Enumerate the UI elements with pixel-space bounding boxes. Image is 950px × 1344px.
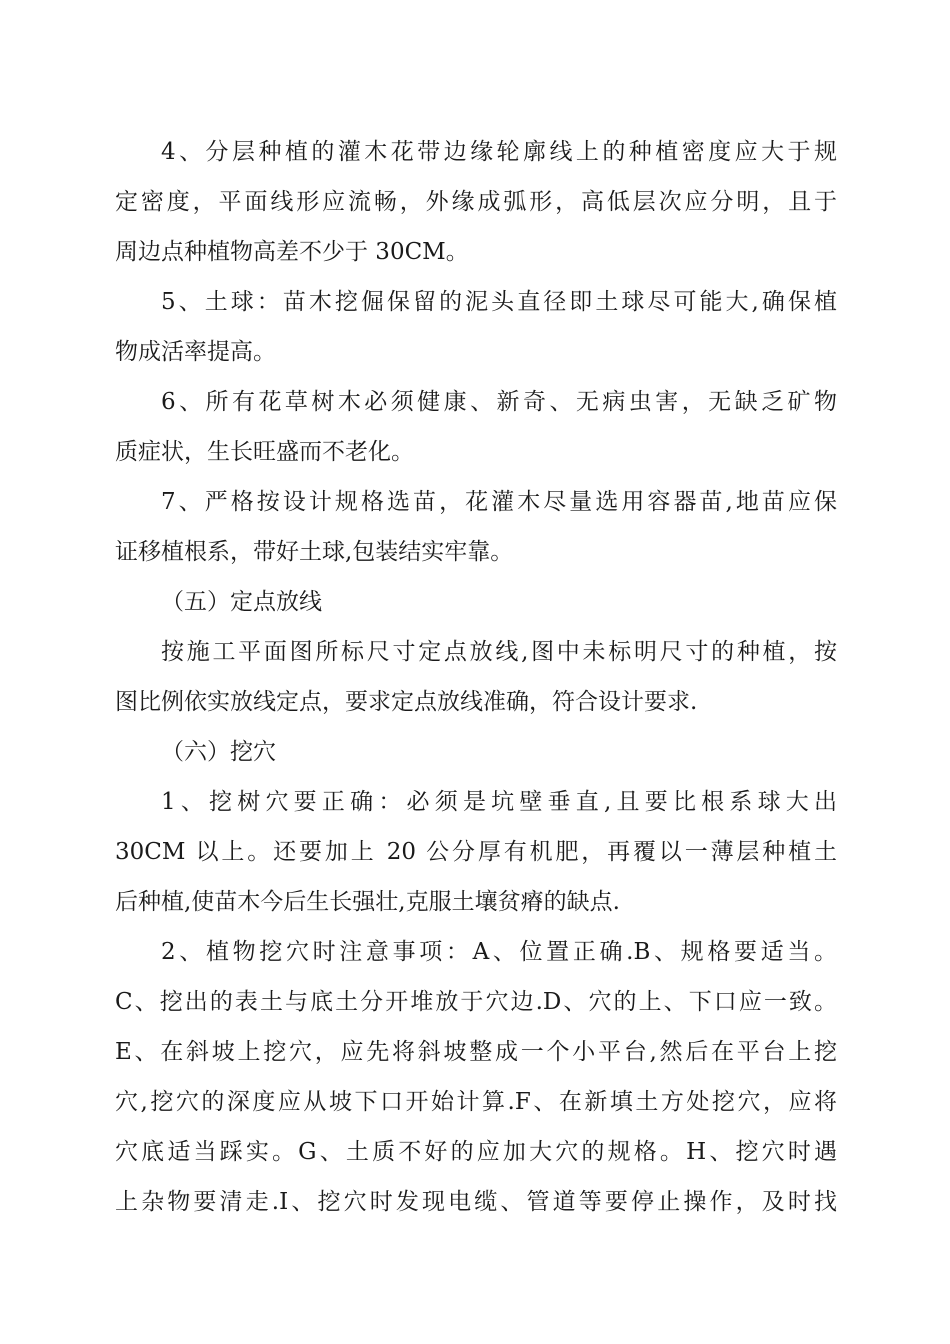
paragraph-line: 1、挖树穴要正确：必须是坑壁垂直,且要比根系球大出 [161,789,837,815]
paragraph-line: 质症状，生长旺盛而不老化。 [115,439,414,465]
paragraph-line: 穴,挖穴的深度应从坡下口开始计算.F、在新填土方处挖穴，应将 [115,1089,837,1115]
paragraph-9 [115,927,837,1227]
paragraph-line: 定密度，平面线形应流畅，外缘成弧形，高低层次应分明，且于 [115,189,837,215]
paragraph-line: 30CM 以上。还要加上 20 公分厚有机肥，再覆以一薄层种植土 [115,839,837,865]
paragraph-line: 周边点种植物高差不少于 30CM。 [115,239,469,265]
paragraph-line: 4、分层种植的灌木花带边缘轮廓线上的种植密度应大于规 [161,139,837,165]
paragraph-line: 穴底适当踩实。G、土质不好的应加大穴的规格。H、挖穴时遇 [115,1139,837,1165]
paragraph-line: 按施工平面图所标尺寸定点放线,图中未标明尺寸的种植，按 [161,639,837,665]
paragraph-line: 2、植物挖穴时注意事项：A、位置正确.B、规格要适当。 [161,939,837,965]
paragraph-2 [115,277,837,377]
paragraph-1 [115,127,837,277]
paragraph-3 [115,377,837,477]
paragraph-line: 后种植,使苗木今后生长强壮,克服土壤贫瘠的缺点. [115,889,620,915]
paragraph-line: 6、所有花草树木必须健康、新奇、无病虫害，无缺乏矿物 [161,389,837,415]
paragraph-line: 图比例依实放线定点，要求定点放线准确，符合设计要求. [115,689,698,715]
paragraph-line: E、在斜坡上挖穴，应先将斜坡整成一个小平台,然后在平台上挖 [115,1039,837,1065]
section-heading-6 [115,727,837,777]
paragraph-line: 7、严格按设计规格选苗，花灌木尽量选用容器苗,地苗应保 [161,489,837,515]
paragraph-line: C、挖出的表土与底土分开堆放于穴边.D、穴的上、下口应一致。 [115,989,837,1015]
paragraph-6 [115,627,837,727]
section-heading: （五）定点放线 [161,589,322,615]
paragraph-line: 证移植根系，带好土球,包装结实牢靠。 [115,539,514,565]
section-heading: （六）挖穴 [161,739,276,765]
paragraph-line: 上杂物要清走.I、挖穴时发现电缆、管道等要停止操作，及时找 [115,1189,837,1215]
section-heading-5 [115,577,837,627]
paragraph-line: 物成活率提高。 [115,339,276,365]
paragraph-8 [115,777,837,927]
paragraph-line: 5、土球：苗木挖倔保留的泥头直径即土球尽可能大,确保植 [161,289,837,315]
paragraph-4 [115,477,837,577]
